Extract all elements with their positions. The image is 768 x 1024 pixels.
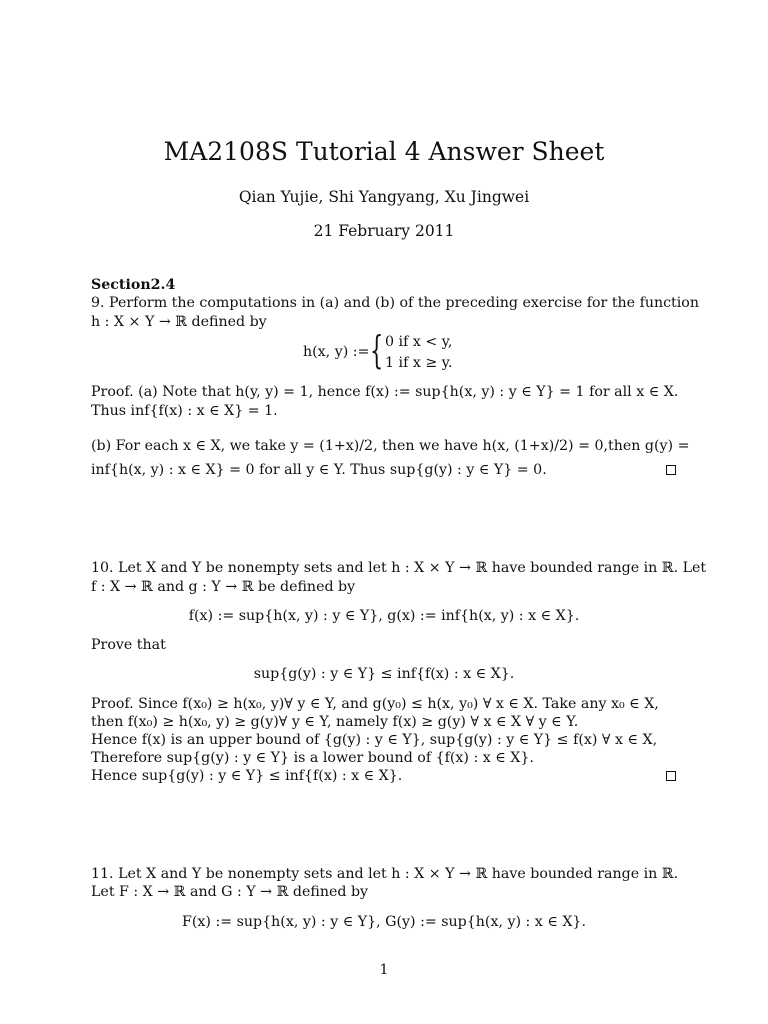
problem9-line2: h : X × Y → ℝ defined by — [91, 314, 267, 330]
problem9-proof-a-line1: Proof. (a) Note that h(y, y) = 1, hence f(x) := sup{h(x, y) : y ∈ Y} = 1 for all x ∈ X. — [91, 384, 679, 400]
piecewise-lhs: h(x, y) := — [303, 344, 370, 360]
problem11-line2: Let F : X → ℝ and G : Y → ℝ defined by — [91, 884, 369, 900]
problem10-proof-line1: Proof. Since f(x₀) ≥ h(x₀, y)∀ y ∈ Y, and g(y₀) ≤ h(x, y₀) ∀ x ∈ X. Take any x₀ ∈ X, — [91, 696, 659, 712]
problem10-line2: f : X → ℝ and g : Y → ℝ be defined by — [91, 579, 356, 595]
problem10-line1: 10. Let X and Y be nonempty sets and let h : X × Y → ℝ have bounded range in ℝ. Let — [91, 560, 707, 576]
problem10-proof-line5: Hence sup{g(y) : y ∈ Y} ≤ inf{f(x) : x ∈ X}. — [91, 768, 403, 784]
problem10-prove-that: Prove that — [91, 637, 166, 653]
authors: Qian Yujie, Shi Yangyang, Xu Jingwei — [238, 188, 530, 206]
problem10-proof-line4: Therefore sup{g(y) : y ∈ Y} is a lower bound of {f(x) : x ∈ X}. — [91, 750, 534, 766]
problem9-proof-b-line2: inf{h(x, y) : x ∈ X} = 0 for all y ∈ Y. Thus sup{g(y) : y ∈ Y} = 0. — [91, 462, 547, 478]
section-heading: Section2.4 — [91, 277, 176, 293]
problem10-proof-line2: then f(x₀) ≥ h(x₀, y) ≥ g(y)∀ y ∈ Y, namely f(x) ≥ g(y) ∀ x ∈ X ∀ y ∈ Y. — [91, 714, 579, 730]
qed-box — [666, 465, 676, 475]
piecewise-case1: 0 if x < y, — [385, 334, 453, 350]
qed-box — [666, 771, 676, 781]
problem9-proof-b-line1: (b) For each x ∈ X, we take y = (1+x)/2, then we have h(x, (1+x)/2) = 0,then g(y) = — [91, 438, 690, 454]
date: 21 February 2011 — [313, 222, 455, 240]
problem9-proof-a-line2: Thus inf{f(x) : x ∈ X} = 1. — [91, 403, 278, 419]
problem11-line1: 11. Let X and Y be nonempty sets and let h : X × Y → ℝ have bounded range in ℝ. — [91, 866, 679, 882]
problem11-definition: F(x) := sup{h(x, y) : y ∈ Y}, G(y) := sup{h(x, y) : x ∈ X}. — [182, 914, 586, 930]
piecewise-case2: 1 if x ≥ y. — [385, 355, 453, 371]
page-number: 1 — [379, 962, 389, 978]
problem10-definition: f(x) := sup{h(x, y) : y ∈ Y}, g(x) := inf{h(x, y) : x ∈ X}. — [188, 608, 580, 624]
problem10-claim: sup{g(y) : y ∈ Y} ≤ inf{f(x) : x ∈ X}. — [253, 666, 515, 682]
document-title: MA2108S Tutorial 4 Answer Sheet — [163, 137, 605, 166]
piecewise-brace: { — [370, 328, 384, 372]
problem9-line1: 9. Perform the computations in (a) and (b) of the preceding exercise for the function — [91, 295, 699, 311]
problem10-proof-line3: Hence f(x) is an upper bound of {g(y) : y ∈ Y}, sup{g(y) : y ∈ Y} ≤ f(x) ∀ x ∈ X, — [91, 732, 658, 748]
